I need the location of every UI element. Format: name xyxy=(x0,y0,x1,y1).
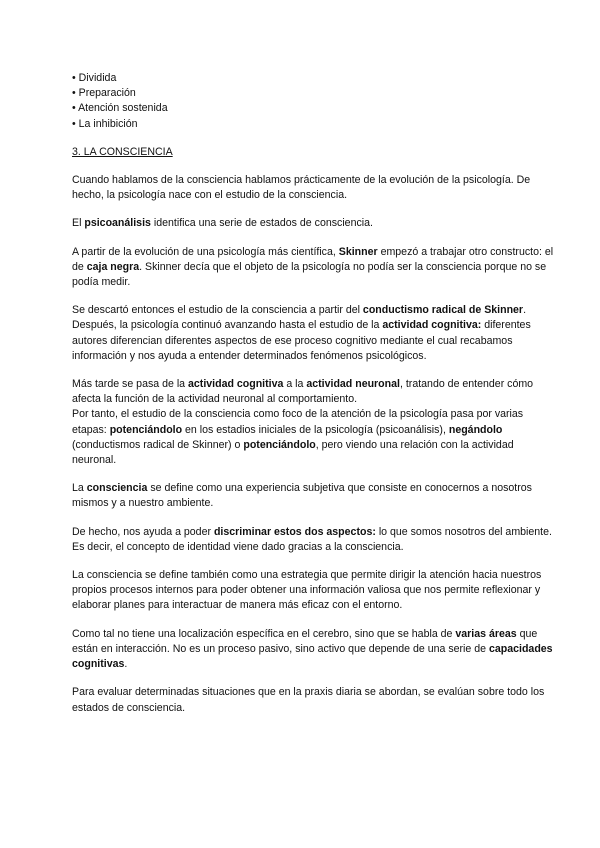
list-item: • Preparación xyxy=(72,87,136,100)
paragraph-1: Cuando hablamos de la consciencia hablamos prácticamente de la evolución de la psicología. De hecho, la psicología nace con el estudio de la consciencia. xyxy=(72,174,531,202)
section-heading: 3. LA CONSCIENCIA xyxy=(72,145,173,158)
paragraph-9: Como tal no tiene una localización específica en el cerebro, sino que se habla de varias áreas que están en interacción. No es un proceso pasivo, sino activo que depende de una serie de capacidades cognitivas. xyxy=(72,627,553,671)
list-item: • Atención sostenida xyxy=(72,102,168,115)
paragraph-6: La consciencia se define como una experiencia subjetiva que consiste en conocernos a nosotros mismos y a nuestro ambiente. xyxy=(72,482,532,510)
list-item: • La inhibición xyxy=(72,117,138,130)
paragraph-4: Se descartó entonces el estudio de la consciencia a partir del conductismo radical de Skinner. Después, la psicología continuó avanzando hasta el estudio de la actividad cognitiva: diferentes autores diferencian diferentes aspectos de ese proceso cognitivo mediante el cual recabamos información y nos ayuda a entender determinados fenómenos psicológicos. xyxy=(72,304,531,362)
paragraph-10: Para evaluar determinadas situaciones que en la praxis diaria se abordan, se evalúan sobre todo los estados de consciencia. xyxy=(72,686,545,714)
paragraph-2: El psicoanálisis identifica una serie de estados de consciencia. xyxy=(72,217,373,230)
list-item: • Dividida xyxy=(72,72,117,84)
paragraph-3: A partir de la evolución de una psicología más científica, Skinner empezó a trabajar otro constructo: el de caja negra. Skinner decía que el objeto de la psicología no podía ser la consciencia porque no se podía medir. xyxy=(72,245,554,289)
paragraph-5: Más tarde se pasa de la actividad cognitiva a la actividad neuronal, tratando de entender cómo afecta la función de la actividad neuronal al comportamiento. Por tanto, el estudio de la consciencia como foco de la atención de la psicología pasa por varias etapas: potenciándolo en los estadios iniciales de la psicología (psicoanálisis), negándolo (conductismos radical de Skinner) o potenciándolo, pero viendo una relación con la actividad neuronal. xyxy=(72,378,534,467)
paragraph-8: La consciencia se define también como una estrategia que permite dirigir la atención hacia nuestros propios procesos internos para poder obtener una información valiosa que nos permite reflexionar y elaborar planes para interactuar de manera más eficaz con el entorno. xyxy=(72,569,542,612)
bullet-list xyxy=(72,71,560,132)
paragraph-7: De hecho, nos ayuda a poder discriminar estos dos aspectos: lo que somos nosotros del ambiente. Es decir, el concepto de identidad viene dado gracias a la consciencia. xyxy=(72,525,552,553)
